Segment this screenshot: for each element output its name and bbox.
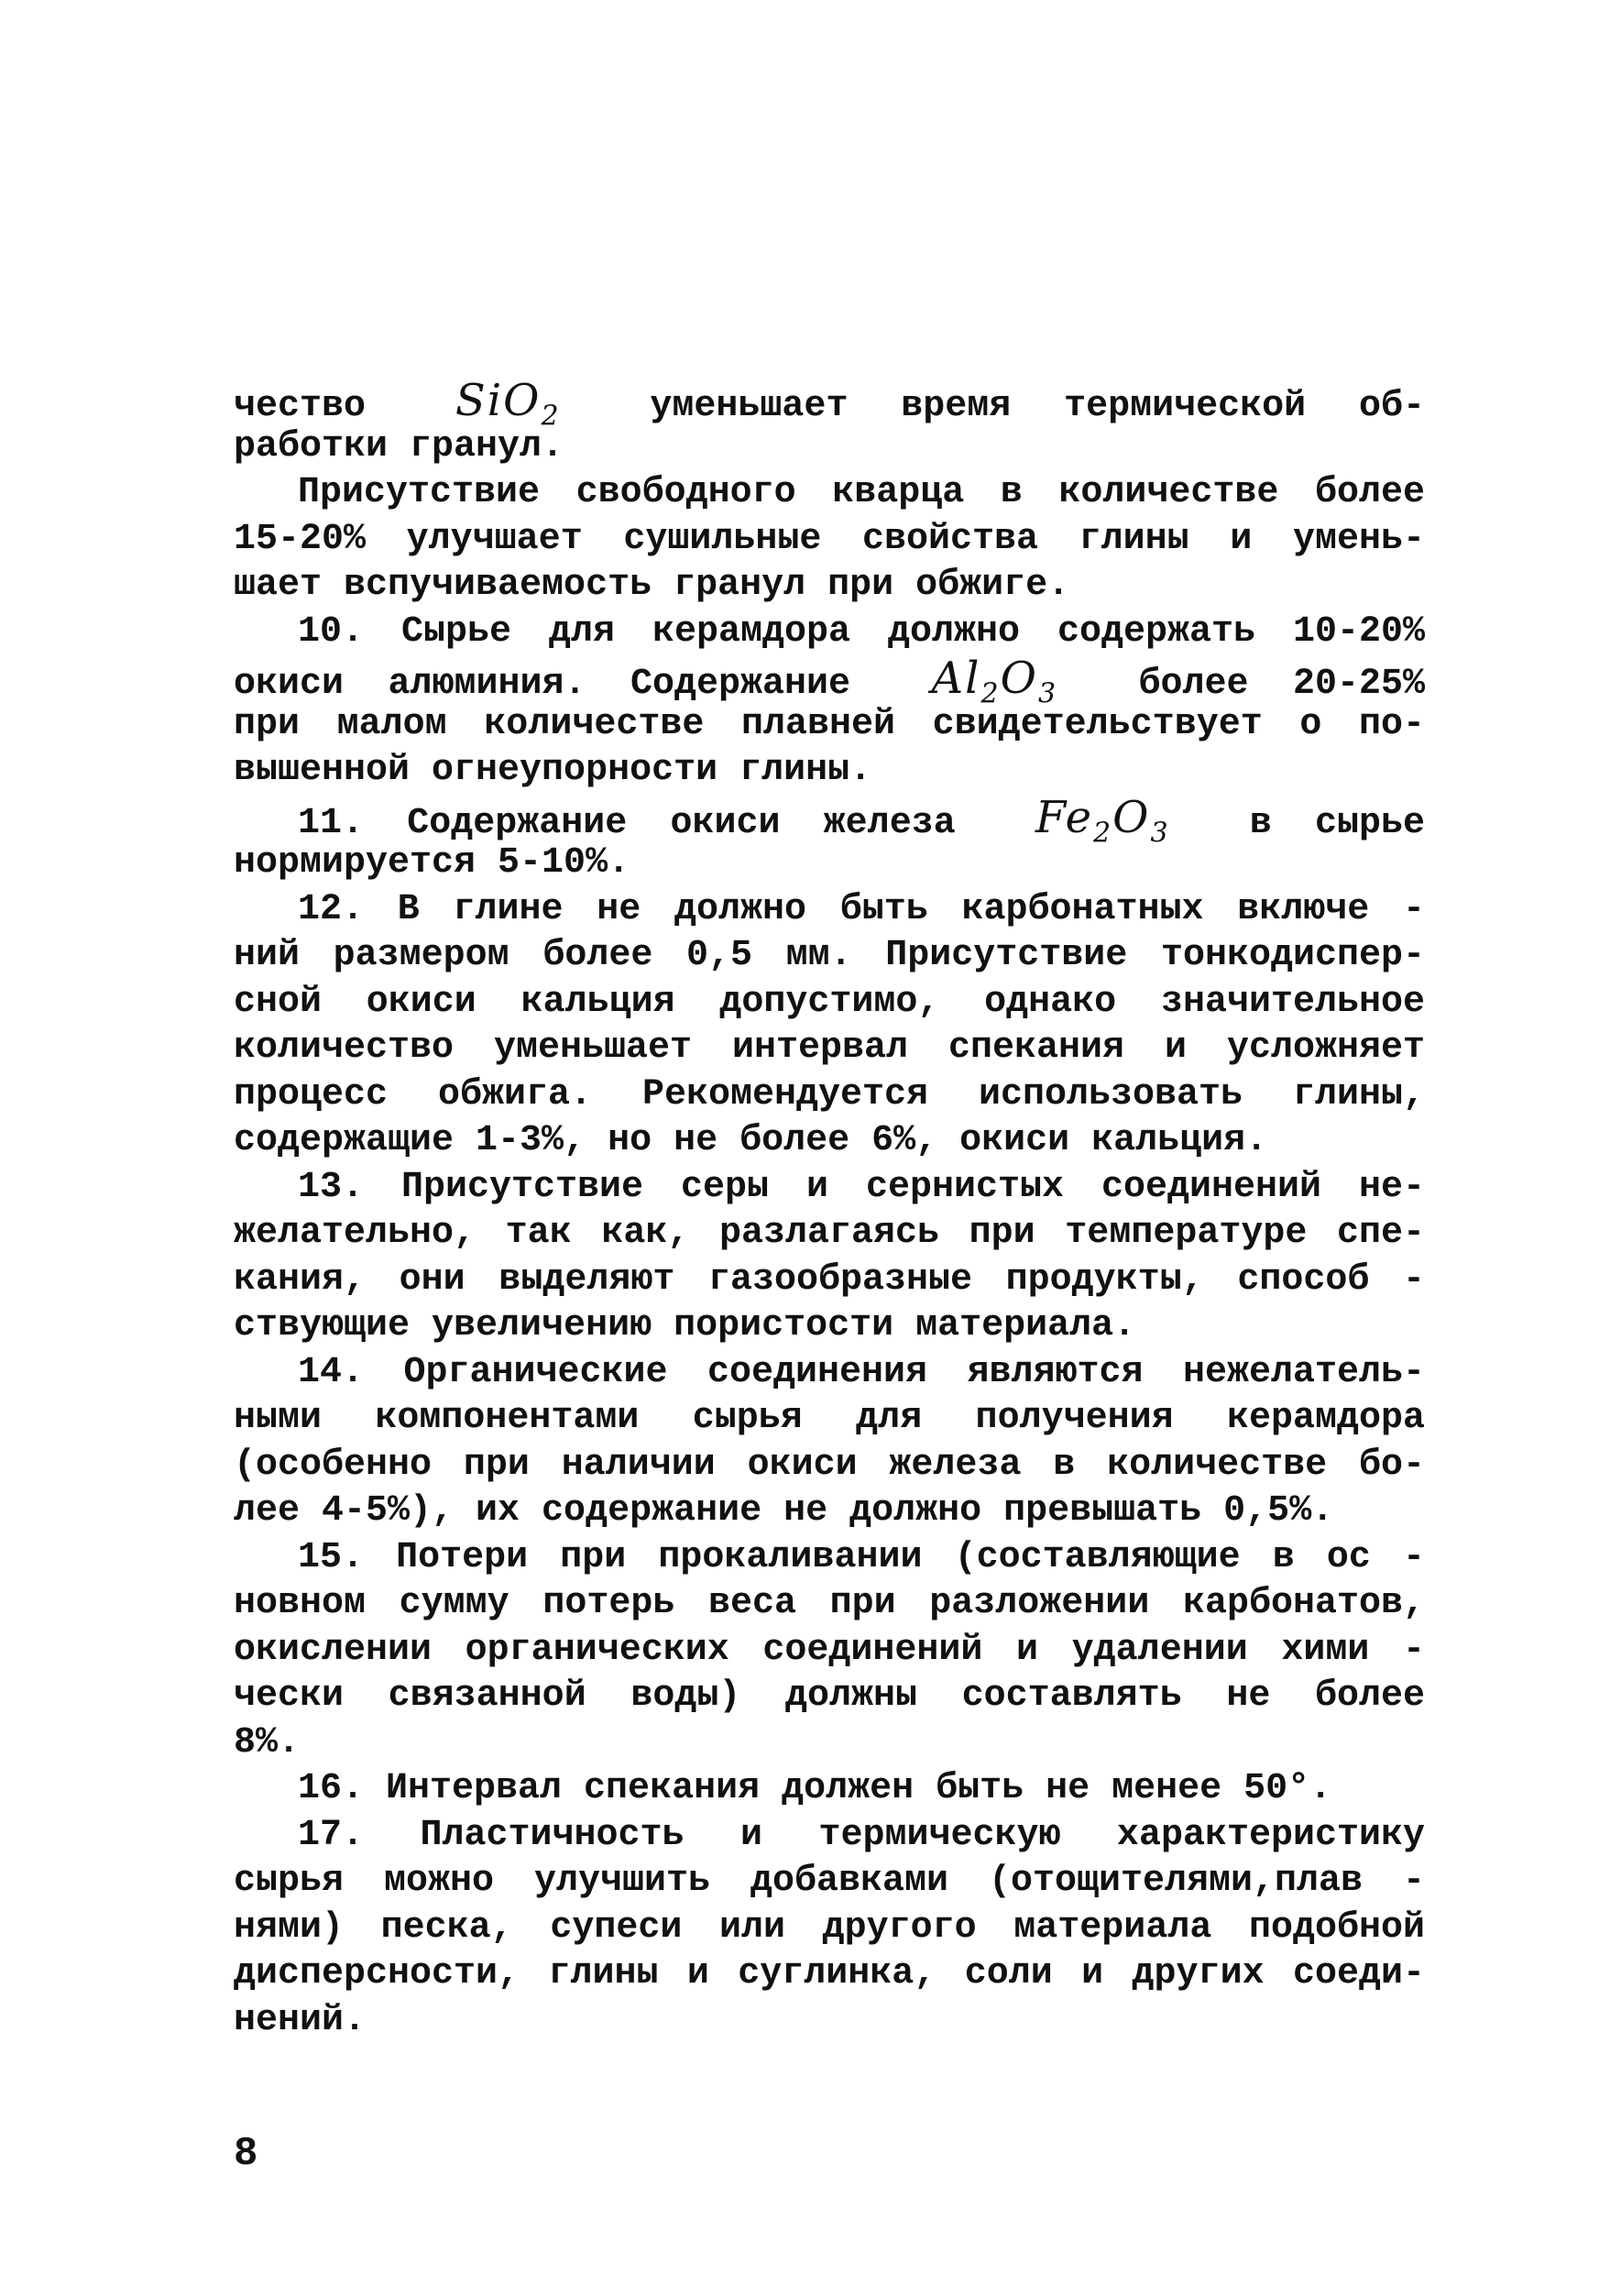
line-text: нями) песка, супеси или другого материала подобной xyxy=(234,1906,1425,1949)
line-text: чески связанной воды) должны составлять не более xyxy=(234,1675,1425,1717)
line-text: при малом количестве плавней свидетельствует о по- xyxy=(234,703,1425,745)
text-line xyxy=(234,1998,1425,2045)
line-text: 15-20% улучшает сушильные свойства глины и умень- xyxy=(234,518,1425,560)
line-text: кания, они выделяют газообразные продукты, способ - xyxy=(234,1258,1425,1301)
formula-subscript: 2 xyxy=(541,400,561,433)
line-text: 11. Содержание окиси железа xyxy=(298,802,956,844)
text-line xyxy=(234,1535,1425,1582)
text-line xyxy=(234,1258,1425,1304)
text-line xyxy=(234,980,1425,1027)
line-text: (особенно при наличии окиси железа в количестве бо- xyxy=(234,1444,1425,1486)
line-text: работки гранул. xyxy=(234,425,564,467)
line-text: окислении органических соединений и удалении хими - xyxy=(234,1629,1425,1671)
line-text: лее 4-5%), их содержание не должно превышать 0,5%. xyxy=(234,1490,1334,1532)
line-text: ствующие увеличению пористости материала. xyxy=(234,1305,1136,1346)
text-line xyxy=(234,791,1425,850)
formula-subscript: 3 xyxy=(1150,817,1170,850)
text-line xyxy=(234,1443,1425,1489)
line-text: 14. Органические соединения являются нежелатель- xyxy=(298,1351,1425,1393)
line-text: ными компонентами сырья для получения керамдора xyxy=(234,1398,1425,1439)
text-line xyxy=(234,424,1425,471)
text-line xyxy=(234,470,1425,517)
text-line xyxy=(234,517,1425,564)
text-line xyxy=(234,1720,1425,1767)
formula-element: Fe xyxy=(1035,791,1093,843)
formula-element: O xyxy=(1000,653,1038,704)
line-text-after: в сырье xyxy=(1249,802,1425,844)
line-text: 12. В глине не должно быть карбонатных включе - xyxy=(298,888,1425,930)
line-text: новном сумму потерь веса при разложении карбонатов, xyxy=(234,1583,1425,1624)
text-line xyxy=(234,563,1425,610)
line-text: нений. xyxy=(234,1999,367,2041)
body-text xyxy=(234,375,1426,2044)
text-line xyxy=(234,1396,1425,1443)
line-text: 15. Потери при прокаливании (составляющие в ос - xyxy=(298,1536,1425,1578)
line-text: сырья можно улучшить добавками (отощителями,плав - xyxy=(234,1861,1425,1902)
line-text: чество xyxy=(234,386,367,427)
text-line xyxy=(234,653,1426,710)
line-text: желательно, так как, разлагаясь при температуре спе- xyxy=(234,1213,1425,1254)
text-line xyxy=(234,1026,1425,1072)
line-text: шает вспучиваемость гранул при обжиге. xyxy=(234,565,1070,606)
formula-element: O xyxy=(1112,791,1151,843)
formula-subscript: 2 xyxy=(980,677,1001,710)
page-number: 8 xyxy=(234,2131,258,2177)
chemical-formula xyxy=(999,791,1207,857)
line-text: 17. Пластичность и термическую характеристику xyxy=(298,1814,1425,1856)
formula-subscript: 2 xyxy=(1093,817,1113,850)
text-line xyxy=(234,1165,1425,1212)
text-line xyxy=(234,1906,1425,1952)
line-text: содержащие 1-3%, но не более 6%, окиси кальция. xyxy=(234,1120,1268,1161)
text-line xyxy=(234,840,1425,887)
text-line xyxy=(234,748,1425,795)
line-text: 16. Интервал спекания должен быть не менее 50°. xyxy=(298,1768,1332,1809)
line-text-after: более 20-25% xyxy=(1138,664,1426,705)
line-text: сной окиси кальция допустимо, однако значительное xyxy=(234,981,1425,1023)
text-line xyxy=(234,1674,1425,1720)
formula-element: O xyxy=(503,375,542,426)
line-text-after: уменьшает время термической об- xyxy=(650,386,1426,427)
text-line xyxy=(234,933,1425,980)
line-text: 10. Сырье для керамдора должно содержать 10-20% xyxy=(298,610,1425,653)
line-text: 8%. xyxy=(234,1721,301,1763)
text-line xyxy=(234,1813,1425,1860)
text-line xyxy=(234,1303,1425,1350)
formula-element: Si xyxy=(455,375,504,426)
line-text: дисперсности, глины и суглинка, соли и других соеди- xyxy=(234,1953,1425,1994)
formula-subscript: 3 xyxy=(1037,677,1058,710)
text-line xyxy=(234,887,1425,934)
line-text: 13. Присутствие серы и сернистых соединений не- xyxy=(298,1166,1425,1208)
line-text: Присутствие свободного кварца в количестве более xyxy=(298,472,1425,513)
text-line xyxy=(234,1951,1425,1998)
text-line xyxy=(234,375,1426,433)
text-line xyxy=(234,1350,1425,1397)
text-line xyxy=(234,1581,1425,1628)
text-line xyxy=(234,702,1425,749)
line-text: окиси алюминия. Содержание xyxy=(234,664,851,705)
text-line xyxy=(234,1628,1425,1675)
text-line xyxy=(234,1859,1425,1906)
text-line xyxy=(234,1489,1425,1535)
line-text: количество уменьшает интервал спекания и усложняет xyxy=(234,1027,1425,1069)
line-text: ний размером более 0,5 мм. Присутствие тонкодиспер- xyxy=(234,935,1425,976)
text-line xyxy=(234,1072,1425,1119)
text-line xyxy=(234,610,1425,656)
line-text: процесс обжига. Рекомендуется использовать глины, xyxy=(234,1073,1425,1115)
formula-element: Al xyxy=(931,653,981,704)
text-line xyxy=(234,1118,1425,1165)
text-line xyxy=(234,1766,1425,1813)
line-text: нормируется 5-10%. xyxy=(234,842,630,884)
text-line xyxy=(234,1211,1425,1258)
line-text: вышенной огнеупорности глины. xyxy=(234,750,872,791)
